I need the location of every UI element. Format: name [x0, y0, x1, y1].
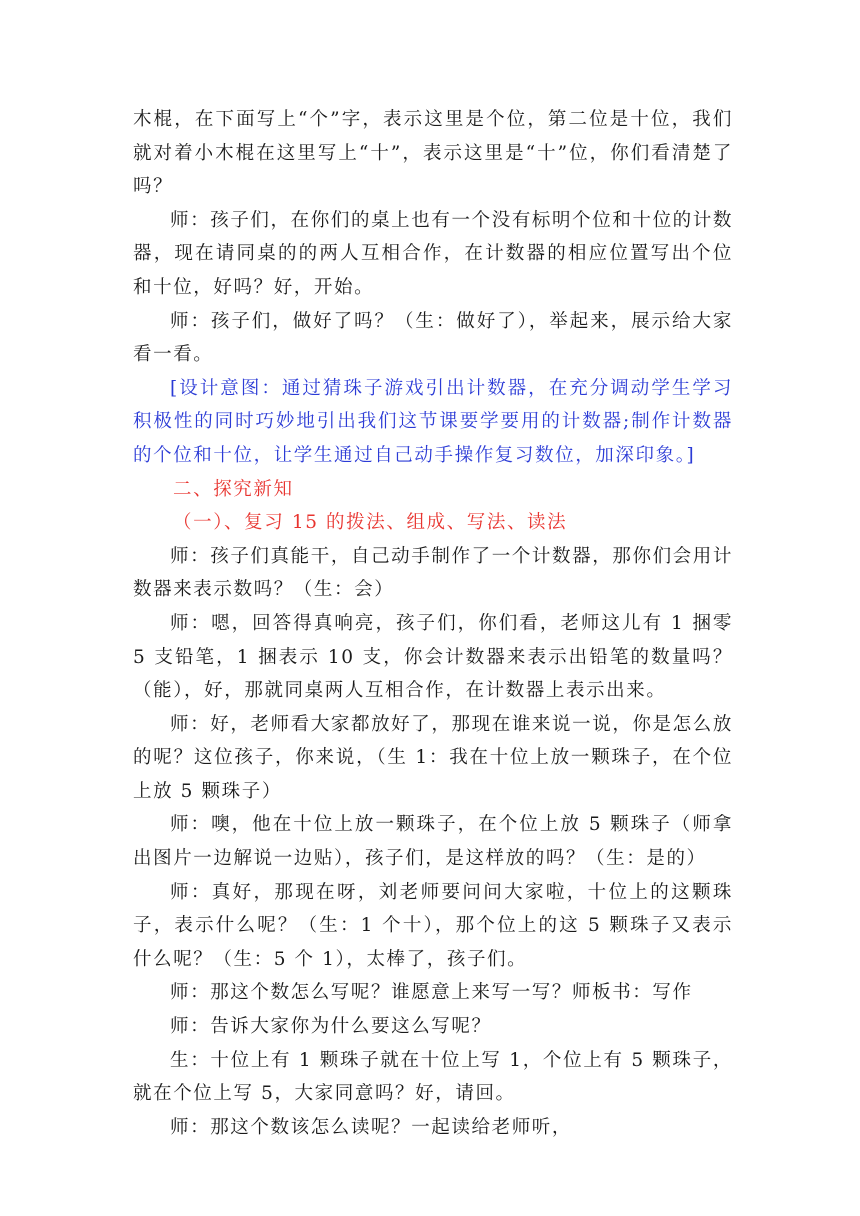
section-heading: 二、探究新知 — [173, 478, 294, 500]
document-body — [133, 103, 733, 1144]
paragraph-dialogue: 师：那这个数怎么写呢？谁愿意上来写一写？师板书：写作 — [170, 982, 693, 1004]
paragraph-dialogue: 师：告诉大家你为什么要这么写呢？ — [170, 1016, 492, 1038]
paragraph-dialogue: 师：孩子们真能干，自己动手制作了一个计数器，那你们会用计数器来表示数吗？（生：会） — [133, 545, 733, 601]
paragraph-teacher-check: 师：孩子们，做好了吗？（生：做好了），举起来，展示给大家看一看。 — [133, 310, 733, 366]
paragraph-dialogue: 师：真好，那现在呀，刘老师要问问大家啦，十位上的这颗珠子，表示什么呢？（生：1 个十），那个位上的这 5 颗珠子又表示什么呢？（生：5 个 1），太棒了，孩子们。 — [133, 881, 733, 970]
paragraph-dialogue: 师：好，老师看大家都放好了，那现在谁来说一说，你是怎么放的呢？这位孩子，你来说，（生 1：我在十位上放一颗珠子，在个位上放 5 颗珠子） — [133, 713, 733, 802]
paragraph-teacher-instruction: 师：孩子们，在你们的桌上也有一个没有标明个位和十位的计数器，现在请同桌的的两人互相合作，在计数器的相应位置写出个位和十位，好吗？好，开始。 — [133, 209, 733, 298]
subsection-heading: （一）、复习 15 的拨法、组成、写法、读法 — [173, 512, 568, 534]
paragraph-intro-continuation: 木棍，在下面写上“个”字，表示这里是个位，第二位是十位，我们就对着小木棍在这里写上“十”，表示这里是“十”位，你们看清楚了吗？ — [133, 109, 733, 198]
paragraph-dialogue: 师：那这个数该怎么读呢？一起读给老师听， — [170, 1116, 573, 1138]
design-intent-note: [设计意图：通过猜珠子游戏引出计数器，在充分调动学生学习积极性的同时巧妙地引出我们这节课要学要用的计数器;制作计数器的个位和十位，让学生通过自己动手操作复习数位，加深印象。] — [133, 377, 733, 466]
paragraph-dialogue: 师：嗯，回答得真响亮，孩子们，你们看，老师这儿有 1 捆零 5 支铅笔，1 捆表示 10 支，你会计数器来表示出铅笔的数量吗？（能），好，那就同桌两人互相合作，在计数器上表示出来。 — [133, 612, 733, 702]
paragraph-dialogue: 生：十位上有 1 颗珠子就在十位上写 1，个位上有 5 颗珠子，就在个位上写 5，大家同意吗？好，请回。 — [133, 1049, 733, 1105]
paragraph-dialogue: 师：噢，他在十位上放一颗珠子，在个位上放 5 颗珠子（师拿出图片一边解说一边贴），孩子们，是这样放的吗？（生：是的） — [133, 814, 733, 870]
